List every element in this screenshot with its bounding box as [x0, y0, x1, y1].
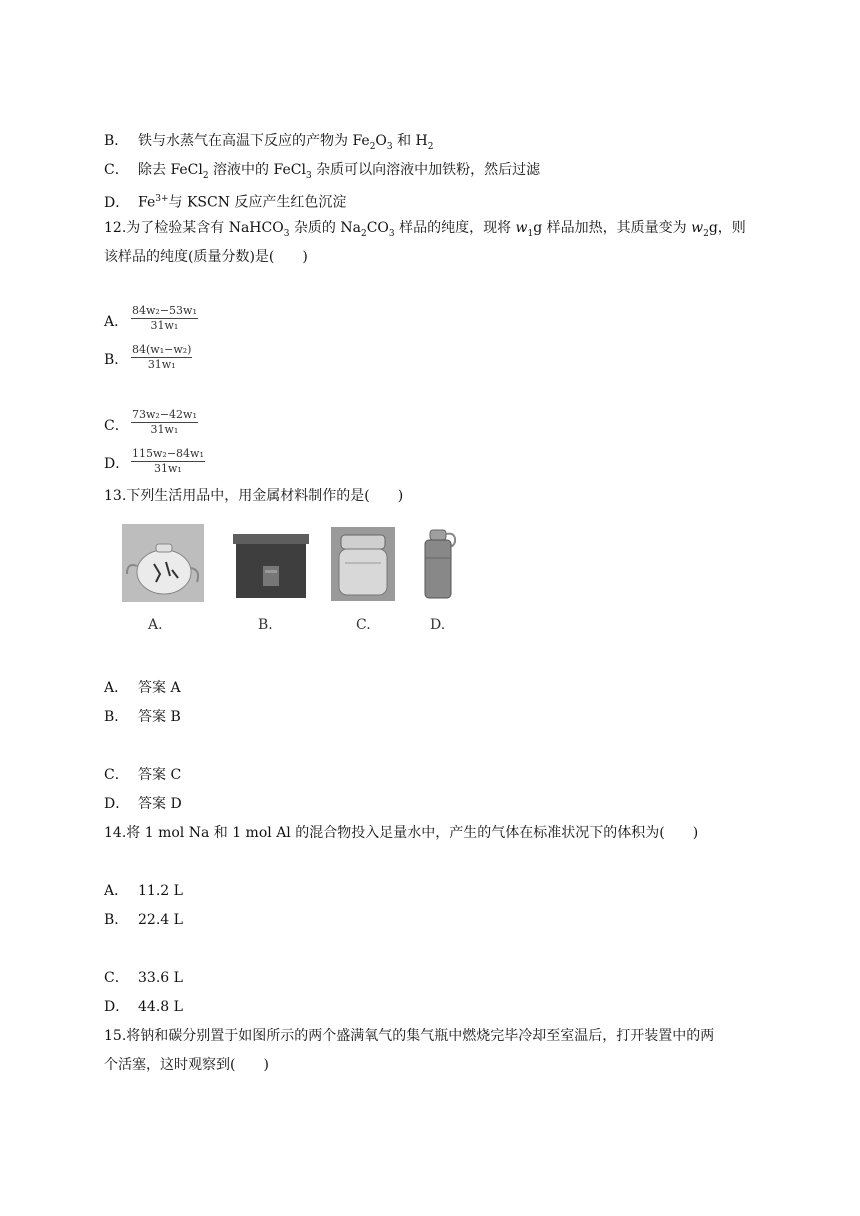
option-letter: A． — [104, 883, 129, 899]
option-letter: B． — [104, 912, 129, 928]
q13-option-a — [104, 678, 181, 698]
q14-option-d — [104, 997, 183, 1017]
subscript: 2 — [202, 170, 209, 181]
q12-option-a-fraction — [131, 304, 198, 333]
option-text: 33.6 L — [138, 970, 183, 986]
option-text-part: 杂质可以向溶液中加铁粉，然后过滤 — [311, 162, 541, 178]
q15-stem-line2: 个活塞，这时观察到( ) — [104, 1057, 269, 1073]
option-text-part: O — [375, 133, 387, 149]
subscript: 3 — [283, 228, 290, 239]
subscript: 3 — [386, 141, 393, 152]
q11-option-c — [104, 160, 540, 186]
image-caption-c: C. — [356, 617, 371, 633]
option-text: 11.2 L — [138, 883, 183, 899]
q15-stem-line1: 15.将钠和碳分别置于如图所示的两个盛满氧气的集气瓶中燃烧完毕冷却至室温后，打开装置中的两 — [104, 1028, 715, 1044]
option-letter: B． — [104, 133, 129, 149]
numerator: 73w₂−42w₁ — [132, 408, 197, 421]
superscript: 3+ — [155, 194, 169, 204]
q14-option-c — [104, 968, 183, 988]
option-letter: C． — [104, 767, 129, 783]
q12-option-b-fraction — [131, 343, 192, 372]
numerator: 84(w₁−w₂) — [132, 343, 192, 356]
q12-option-d-letter: D． — [104, 456, 130, 472]
variable: w — [691, 220, 704, 236]
option-text-part: 除去 FeCl — [138, 162, 203, 178]
denominator: 31w₁ — [150, 319, 179, 332]
option-letter: D． — [104, 796, 130, 812]
stem-part: 12.为了检验某含有 NaHCO — [104, 220, 284, 236]
q12-stem-line2: 该样品的纯度(质量分数)是( ) — [104, 249, 308, 265]
option-text: 答案 C — [138, 767, 182, 783]
stem-part: g 样品加热，其质量变为 — [533, 220, 692, 236]
q14-stem: 14.将 1 mol Na 和 1 mol Al 的混合物投入足量水中，产生的气体在标准状况下的体积为( ) — [104, 825, 699, 841]
q12-option-a-letter: A． — [104, 314, 129, 330]
glass-jar-image — [331, 527, 395, 601]
q14-option-b — [104, 910, 183, 930]
option-text-part: Fe — [138, 194, 156, 211]
denominator: 31w₁ — [154, 462, 182, 475]
denominator: 31w₁ — [150, 423, 179, 436]
q12-option-c-letter: C． — [104, 418, 129, 434]
option-letter: B． — [104, 709, 129, 725]
option-text: 答案 D — [138, 796, 182, 812]
plastic-bottle-image — [419, 528, 459, 602]
denominator: 31w₁ — [147, 358, 176, 371]
stem-part: 杂质的 Na — [289, 220, 361, 236]
option-text: 答案 B — [138, 709, 181, 725]
subscript: 1 — [527, 228, 534, 239]
q12-option-b-letter: B． — [104, 352, 129, 368]
stem-part: 样品的纯度，现将 — [394, 220, 516, 236]
numerator: 115w₂−84w₁ — [132, 447, 204, 460]
subscript: 2 — [360, 228, 367, 239]
q12-option-d-fraction — [131, 447, 205, 476]
q13-option-b — [104, 707, 181, 727]
image-caption-b: B. — [258, 617, 273, 633]
image-caption-a: A. — [148, 617, 163, 633]
option-text: 答案 A — [138, 680, 181, 696]
subscript: 2 — [703, 228, 709, 239]
q11-option-d — [104, 189, 346, 213]
stem-part: g，则 — [708, 220, 746, 236]
option-letter: C． — [104, 162, 129, 178]
option-text-part: 铁与水蒸气在高温下反应的产物为 Fe — [138, 133, 370, 149]
subscript: 3 — [305, 170, 312, 181]
q12-stem-line1 — [104, 218, 746, 244]
option-text: 22.4 L — [138, 912, 183, 928]
q13-option-c — [104, 765, 181, 785]
option-text: 44.8 L — [138, 999, 183, 1015]
q13-stem: 13.下列生活用品中，用金属材料制作的是( ) — [104, 488, 404, 504]
option-letter: C． — [104, 970, 129, 986]
numerator: 84w₂−53w₁ — [132, 304, 197, 317]
subscript: 2 — [369, 141, 376, 152]
stem-part: CO — [366, 220, 389, 236]
q14-option-a — [104, 881, 183, 901]
option-text-part: 和 H — [392, 133, 428, 149]
subscript: 2 — [427, 141, 434, 152]
teapot-image — [122, 524, 204, 602]
option-text-part: 溶液中的 FeCl — [208, 162, 306, 178]
option-letter: D． — [104, 999, 130, 1015]
q11-option-b — [104, 131, 433, 157]
variable: w — [515, 220, 528, 236]
image-caption-d: D. — [430, 617, 446, 633]
subscript: 3 — [388, 228, 395, 239]
option-text-part: 与 KSCN 反应产生红色沉淀 — [168, 194, 347, 211]
q13-option-d — [104, 794, 182, 814]
q12-option-c-fraction — [131, 408, 198, 437]
option-letter: A． — [104, 680, 129, 696]
tin-box-image — [233, 532, 309, 602]
option-letter: D． — [104, 194, 130, 211]
